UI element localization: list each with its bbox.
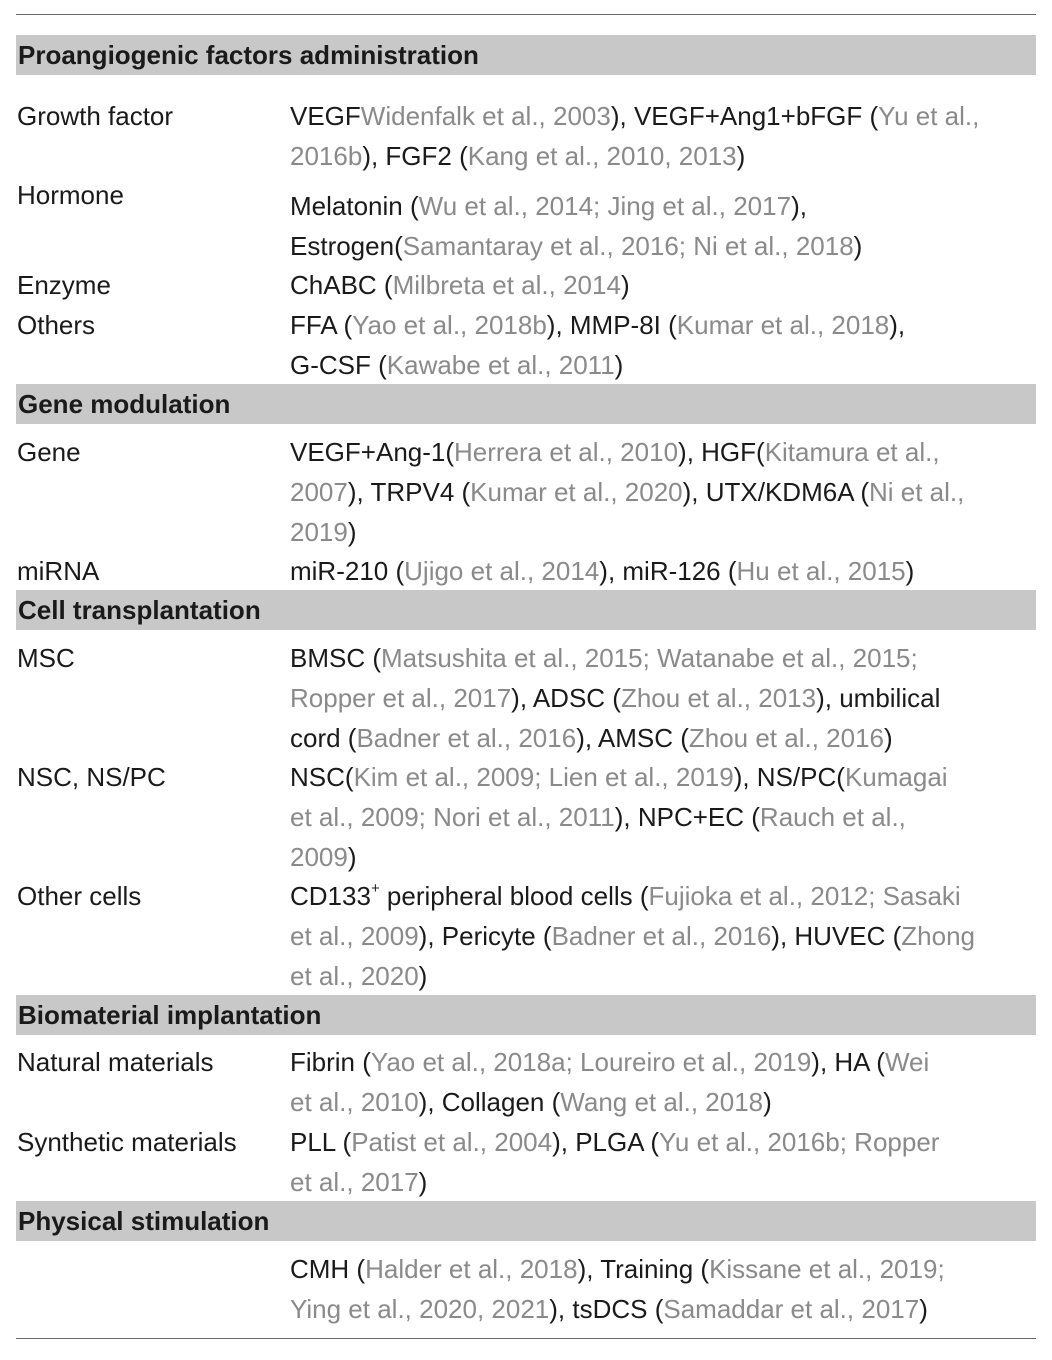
table-top-rule <box>16 14 1036 15</box>
row-text-mirna: miR-210 (Ujigo et al., 2014), miR-126 (Hu et al., 2015) <box>290 556 915 586</box>
row-label-gene: Gene <box>17 437 81 467</box>
row-label-mirna: miRNA <box>17 556 100 586</box>
section-header-proangiogenic: Proangiogenic factors administration <box>16 35 1036 75</box>
row-label-natural-materials: Natural materials <box>17 1047 214 1077</box>
row-label-others: Others <box>17 310 96 340</box>
section-header-cell-transplantation: Cell transplantation <box>16 590 1036 630</box>
row-label-growth-factor: Growth factor <box>17 101 174 131</box>
row-text-nsc: NSC(Kim et al., 2009; Lien et al., 2019), NS/PC(Kumagai et al., 2009; Nori et al., 2011), NPC+EC (Rauch et al., 2009) <box>290 762 948 872</box>
row-label-other-cells: Other cells <box>17 881 142 911</box>
section-header-biomaterial: Biomaterial implantation <box>16 995 1036 1035</box>
row-label-nsc: NSC, NS/PC <box>17 762 166 792</box>
row-label-hormone: Hormone <box>17 180 124 210</box>
section-header-gene-modulation: Gene modulation <box>16 384 1036 424</box>
row-text-enzyme: ChABC (Milbreta et al., 2014) <box>290 270 630 300</box>
row-text-gene: VEGF+Ang-1(Herrera et al., 2010), HGF(Kitamura et al., 2007), TRPV4 (Kumar et al., 2020), UTX/KDM6A (Ni et al., 2019) <box>290 437 965 547</box>
row-text-other-cells: CD133+ peripheral blood cells (Fujioka et al., 2012; Sasaki et al., 2009), Pericyte (Badner et al., 2016), HUVEC (Zhong et al., 2020) <box>290 880 976 991</box>
row-text-natural-materials: Fibrin (Yao et al., 2018a; Loureiro et al., 2019), HA (Wei et al., 2010), Collagen (Wang et al., 2018) <box>290 1047 930 1117</box>
row-text-hormone: Melatonin (Wu et al., 2014; Jing et al., 2017), Estrogen(Samantaray et al., 2016; Ni et al., 2018) <box>290 191 863 261</box>
row-label-msc: MSC <box>17 643 75 673</box>
row-label-synthetic-materials: Synthetic materials <box>17 1127 237 1157</box>
row-text-synthetic-materials: PLL (Patist et al., 2004), PLGA (Yu et al., 2016b; Ropper et al., 2017) <box>290 1127 940 1197</box>
row-text-physical-stimulation: CMH (Halder et al., 2018), Training (Kissane et al., 2019; Ying et al., 2020, 2021), tsDCS (Samaddar et al., 2017) <box>290 1254 945 1324</box>
row-text-growth-factor: VEGFWidenfalk et al., 2003), VEGF+Ang1+bFGF (Yu et al., 2016b), FGF2 (Kang et al., 2010, 2013) <box>290 101 980 171</box>
row-label-enzyme: Enzyme <box>17 270 111 300</box>
row-text-others: FFA (Yao et al., 2018b), MMP-8I (Kumar et al., 2018), G-CSF (Kawabe et al., 2011) <box>290 310 906 380</box>
section-header-physical-stimulation: Physical stimulation <box>16 1201 1036 1241</box>
table-bottom-rule <box>16 1338 1036 1339</box>
row-text-msc: BMSC (Matsushita et al., 2015; Watanabe et al., 2015; Ropper et al., 2017), ADSC (Zhou et al., 2013), umbilical cord (Badner et al., 2016), AMSC (Zhou et al., 2016) <box>290 643 941 753</box>
